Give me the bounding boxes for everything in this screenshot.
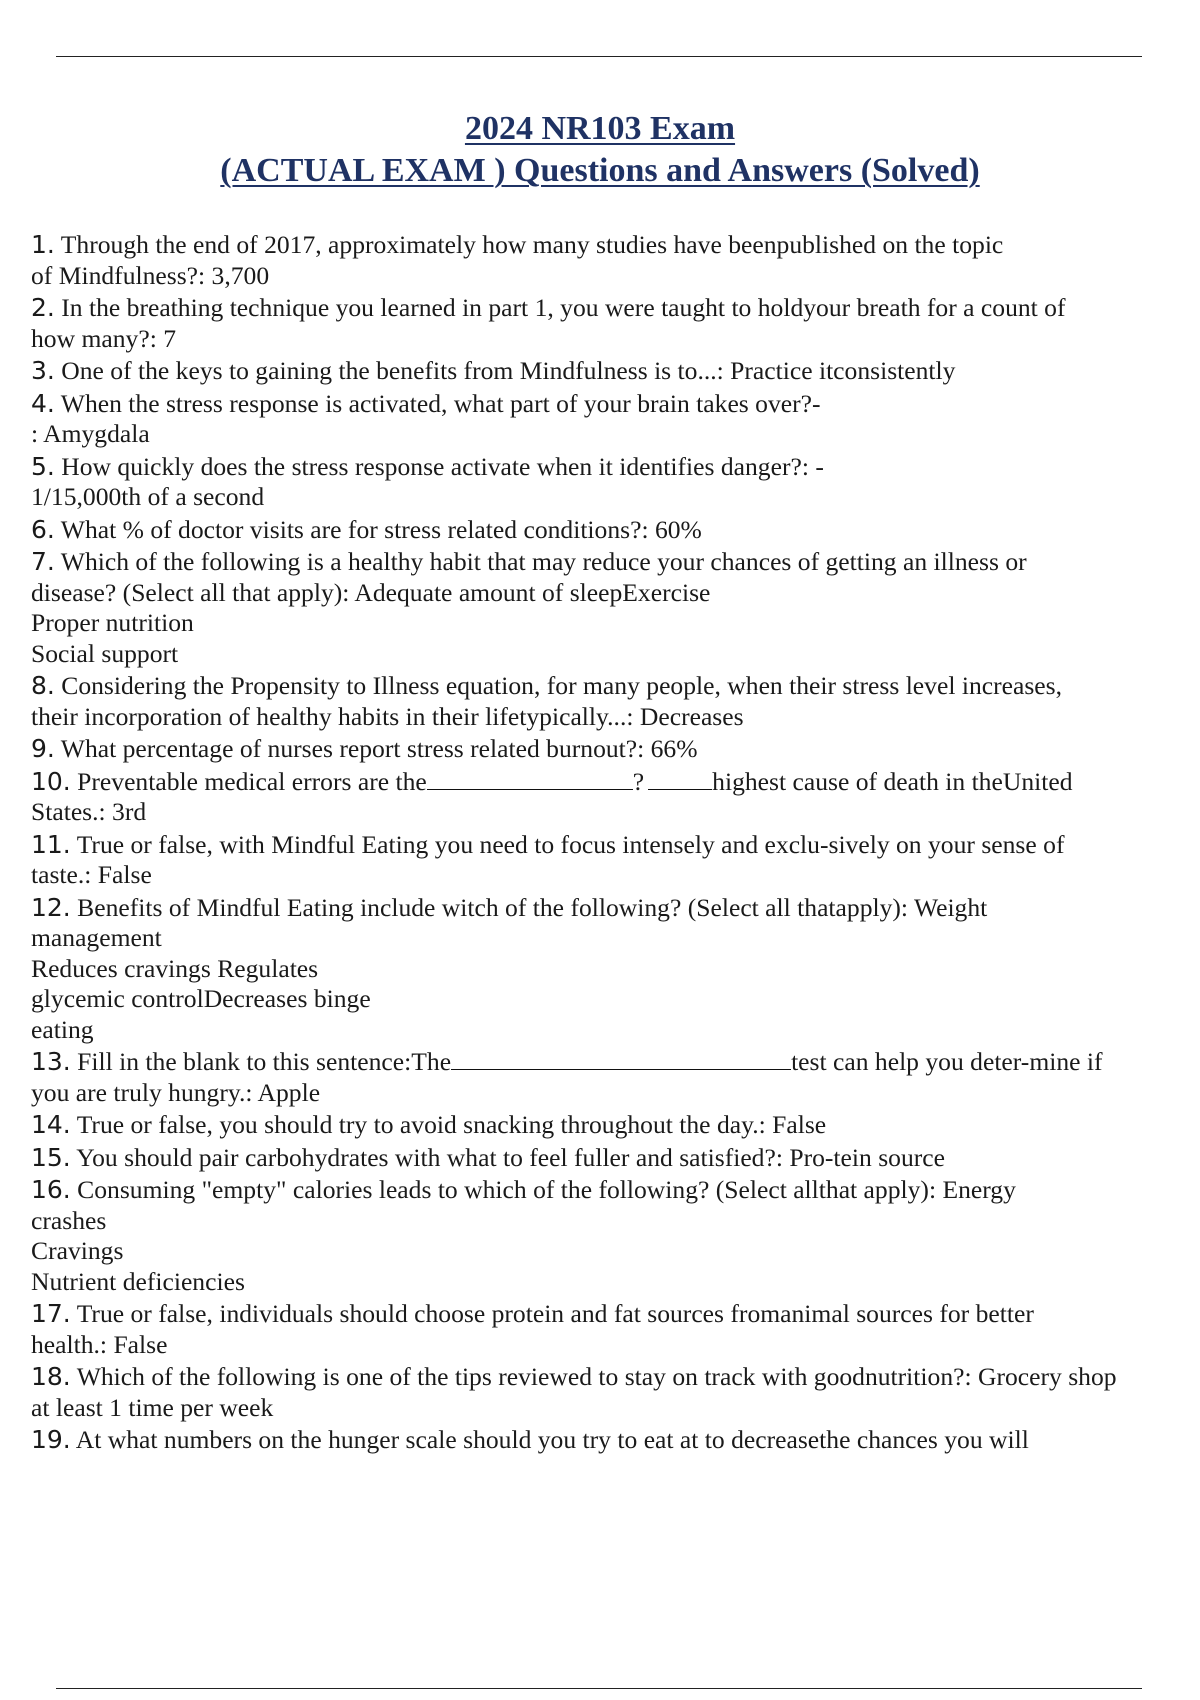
question-text: highest cause of death in theUnited [712,766,1073,796]
question-text: What percentage of nurses report stress related burnout?: 66% [54,734,698,763]
question-number: 9. [31,734,55,763]
question-number: 10. [31,766,71,796]
question-text: When the stress response is activated, what part of your brain takes over?- [54,388,821,418]
question-2 [31,293,1181,354]
answer-line: disease? (Select all that apply): Adequate amount of sleepExercise [31,577,711,607]
answer-line: Social support [31,638,179,668]
question-number: 19. [31,1425,71,1454]
answer-line: you are truly hungry.: Apple [31,1077,321,1107]
question-number: 5. [31,451,55,481]
question-number: 2. [31,293,55,322]
answer-line: crashes [31,1205,107,1235]
answer-line: 1/15,000th of a second [31,482,265,511]
question-18 [31,1362,1181,1423]
question-8 [31,671,1181,732]
question-text: True or false, you should try to avoid snacking throughout the day.: False [70,1110,827,1139]
question-text: test can help you deter-mine if [791,1047,1103,1076]
fill-blank [648,767,712,790]
question-text: You should pair carbohydrates with what to feel fuller and satisfied?: Pro-tein source [70,1142,946,1172]
question-number: 18. [31,1362,71,1391]
answer-line: eating [31,1014,94,1044]
answer-line: Reduces cravings Regulates [31,953,319,983]
question-6 [31,515,1181,546]
question-number: 3. [31,356,55,385]
question-text: Preventable medical errors are the [70,766,427,796]
question-1 [31,230,1181,291]
answer-line: at least 1 time per week [31,1392,274,1422]
question-3 [31,356,1181,387]
question-9 [31,734,1181,765]
question-15 [31,1143,1181,1174]
question-text: Through the end of 2017, approximately how many studies have beenpublished on the topic [54,230,1004,259]
question-text: One of the keys to gaining the benefits from Mindfulness is to...: Practice itconsistently [54,356,956,385]
question-text: Fill in the blank to this sentence:The [70,1047,452,1076]
question-number: 14. [31,1110,71,1139]
answer-line: : Amygdala [31,419,150,448]
answer-line: taste.: False [31,860,152,889]
question-text: True or false, with Mindful Eating you need to focus intensely and exclu-sively on your sense of [70,829,1065,859]
question-16 [31,1175,1181,1297]
answer-line: of Mindfulness?: 3,700 [31,260,270,290]
answer-line: Cravings [31,1236,124,1265]
question-number: 15. [31,1142,71,1172]
question-number: 11. [31,829,71,859]
question-13 [31,1047,1181,1108]
answer-line: health.: False [31,1329,168,1359]
question-4 [31,389,1181,450]
question-number: 16. [31,1175,71,1204]
question-text: What % of doctor visits are for stress related conditions?: 60% [54,514,702,544]
document-title [0,108,1200,192]
title-line-1: 2024 NR103 Exam [464,110,736,147]
question-number: 13. [31,1047,71,1076]
answer-line: Nutrient deficiencies [31,1266,245,1296]
question-number: 1. [31,230,55,259]
question-text: How quickly does the stress response activate when it identifies danger?: - [54,451,824,481]
question-7 [31,547,1181,669]
question-text: At what numbers on the hunger scale should you try to eat at to decreasethe chances you will [70,1425,1029,1454]
question-text: In the breathing technique you learned in part 1, you were taught to holdyour breath for a count of [54,293,1066,322]
answer-line: management [31,923,162,952]
fill-blank [451,1047,791,1070]
question-12 [31,893,1181,1046]
question-number: 12. [31,892,71,922]
question-number: 17. [31,1299,71,1328]
question-text: Considering the Propensity to Illness equation, for many people, when their stress level increases, [54,671,1063,700]
question-text: Consuming "empty" calories leads to which of the following? (Select allthat apply): Energy [70,1175,1016,1204]
question-number: 7. [31,547,55,576]
question-17 [31,1299,1181,1360]
question-list [31,230,1181,1458]
question-19 [31,1425,1181,1456]
top-rule [56,56,1142,57]
question-text: True or false, individuals should choose protein and fat sources fromanimal sources for better [70,1299,1034,1328]
answer-line: Proper nutrition [31,608,194,637]
question-10 [31,767,1181,828]
question-text: Which of the following is one of the tips reviewed to stay on track with goodnutrition?: Grocery shop [70,1362,1117,1391]
question-number: 6. [31,514,55,544]
answer-line: glycemic controlDecreases binge [31,984,371,1013]
title-line-2: (ACTUAL EXAM ) Questions and Answers (Solved) [220,152,980,189]
answer-line: States.: 3rd [31,797,147,826]
question-11 [31,830,1181,891]
answer-line: their incorporation of healthy habits in their lifetypically...: Decreases [31,701,744,731]
bottom-rule [56,1688,1142,1689]
question-number: 4. [31,388,55,418]
fill-blank [427,767,633,790]
question-5 [31,452,1181,513]
question-number: 8. [31,671,55,700]
answer-line: how many?: 7 [31,323,177,353]
question-text: Benefits of Mindful Eating include witch of the following? (Select all thatapply): Weight [70,892,988,922]
question-text: Which of the following is a healthy habit that may reduce your chances of getting an illness or [54,547,1027,576]
question-text: ? [632,766,645,796]
question-14 [31,1110,1181,1141]
